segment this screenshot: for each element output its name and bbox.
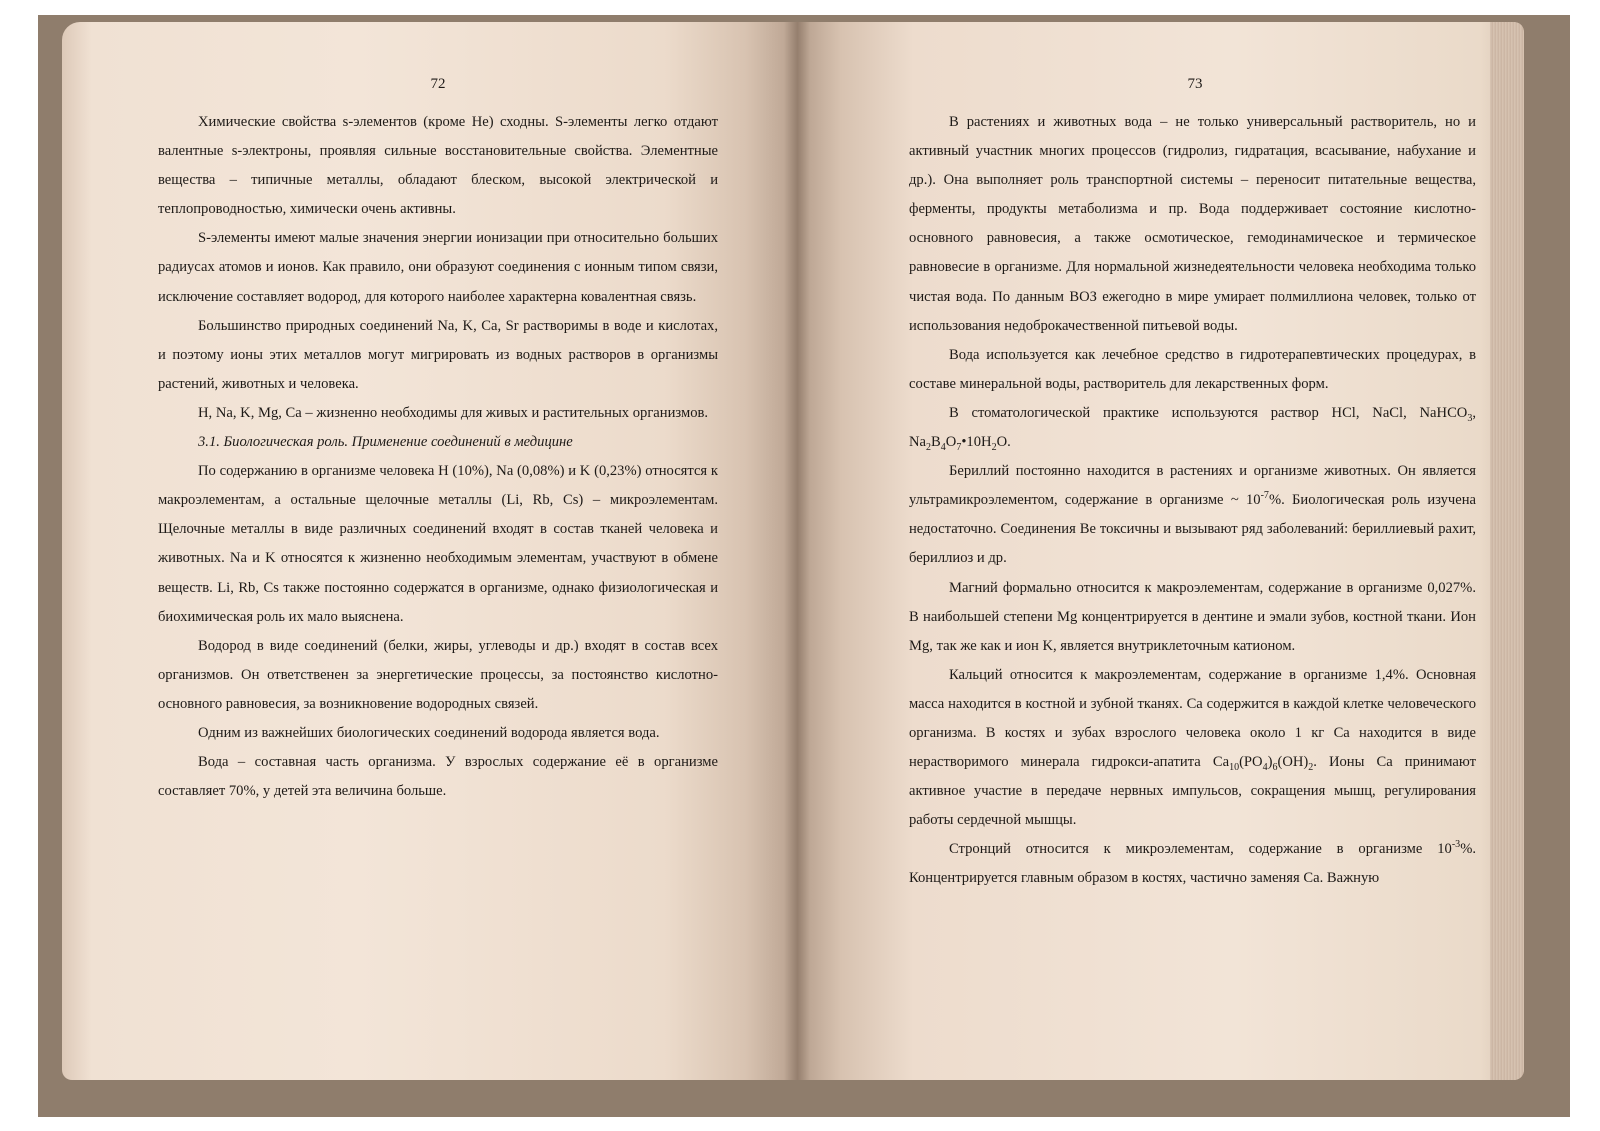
right-page-text [909, 108, 1476, 894]
paragraph: В стоматологической практике используются раствор HCl, NaCl, NaHCO$_3$, $Na_2B_4O_7•10H_2O$. [909, 404, 1476, 453]
paragraph: Вода – составная часть организма. У взрослых содержание её в организме составляет 70%, у детей эта величина больше. [158, 754, 718, 800]
book-spine [784, 22, 810, 1080]
paragraph: Стронций относится к микроэлементам, содержание в организме $10^{-3}\%$. Концентрируется главным образом в костях, частично заменяя Ca. Важную [909, 839, 1476, 887]
left-page [62, 22, 797, 1080]
paragraph: Кальций относится к макроэлементам, содержание в организме 1,4%. Основная масса находится в костной и зубной тканях. Ca содержится в каждой клетке человеческого организма. В костях и зубах взрослого человека около 1 кг Ca находится в виде нерастворимого минерала гидрокси-апатита $Ca_{10}(PO_4)_6(OH)_2$. Ионы Ca принимают активное участие в передаче нервных импульсов, сокращения мышц, регулирования работы сердечной мышцы. [909, 666, 1476, 829]
paragraph: В растениях и животных вода – не только универсальный растворитель, но и активный участник многих процессов (гидролиз, гидратация, всасывание, набухание и др.). Она выполняет роль транспортной системы – переносит питательные вещества, ферменты, продукты метаболизма и пр. Вода поддерживает состояние кислотно-основного равновесия, а также осмотическое, гемодинамическое и термическое равновесие в организме. Для нормальной жизнедеятельности человека необходима только чистая вода. По данным ВОЗ ежегодно в мире умирает полмиллиона человек, только от использования недоброкачественной питьевой воды. [909, 114, 1476, 334]
section-heading: 3.1. Биологическая роль. Применение соединений в медицине [198, 434, 573, 451]
right-page [797, 22, 1524, 1080]
paragraph: Большинство природных соединений Na, K, Ca, Sr растворимы в воде и кислотах, и поэтому ионы этих металлов могут мигрировать из водных растворов в организмы растений, животных и человека. [158, 317, 718, 392]
open-book [62, 22, 1524, 1080]
paragraph: Магний формально относится к макроэлементам, содержание в организме 0,027%. В наибольшей степени Mg концентрируется в дентине и эмали зубов, костной ткани. Ион Mg, так же как и ион K, является внутриклеточным катионом. [909, 579, 1476, 654]
page-number-right: 73 [1187, 76, 1203, 92]
paragraph: Вода используется как лечебное средство в гидротерапевтических процедурах, в составе минеральной воды, растворитель для лекарственных форм. [909, 346, 1476, 392]
paragraph: S-элементы имеют малые значения энергии ионизации при относительно больших радиусах атомов и ионов. Как правило, они образуют соединения с ионным типом связи, исключение составляет водород, для которого наиболее характерна ковалентная связь. [158, 230, 718, 305]
paragraph: Водород в виде соединений (белки, жиры, углеводы и др.) входят в состав всех организмов. Он ответственен за энергетические процессы, за постоянство кислотно-основного равновесия, за возникновение водородных связей. [158, 637, 718, 712]
paragraph: Химические свойства s-элементов (кроме He) сходны. S-элементы легко отдают валентные s-электроны, проявляя сильные восстановительные свойства. Элементные вещества – типичные металлы, обладают блеском, высокой электрической и теплопроводностью, химически очень активны. [158, 114, 718, 218]
paragraph: Одним из важнейших биологических соединений водорода является вода. [198, 724, 660, 741]
paragraph: По содержанию в организме человека H (10%), Na (0,08%) и K (0,23%) относятся к макроэлементам, а остальные щелочные металлы (Li, Rb, Cs) – микроэлементам. Щелочные металлы в виде различных соединений входят в состав тканей человека и животных. Na и K относятся к жизненно необходимым элементам, участвуют в обмене веществ. Li, Rb, Cs также постоянно содержатся в организме, однако физиологическая и биохимическая роль их мало выяснена. [158, 463, 718, 625]
paragraph: H, Na, K, Mg, Ca – жизненно необходимы для живых и растительных организмов. [198, 404, 709, 421]
paragraph: Бериллий постоянно находится в растениях и организме животных. Он является ультрамикроэлементом, содержание в организме ~ $10^{-7}\%$. Биологическая роль изучена недостаточно. Соединения Be токсичны и вызывают ряд заболеваний: бериллиевый рахит, бериллиоз и др. [909, 463, 1476, 567]
page-number-left: 72 [430, 76, 446, 92]
page-edges [1490, 22, 1524, 1080]
left-page-text [158, 108, 718, 806]
